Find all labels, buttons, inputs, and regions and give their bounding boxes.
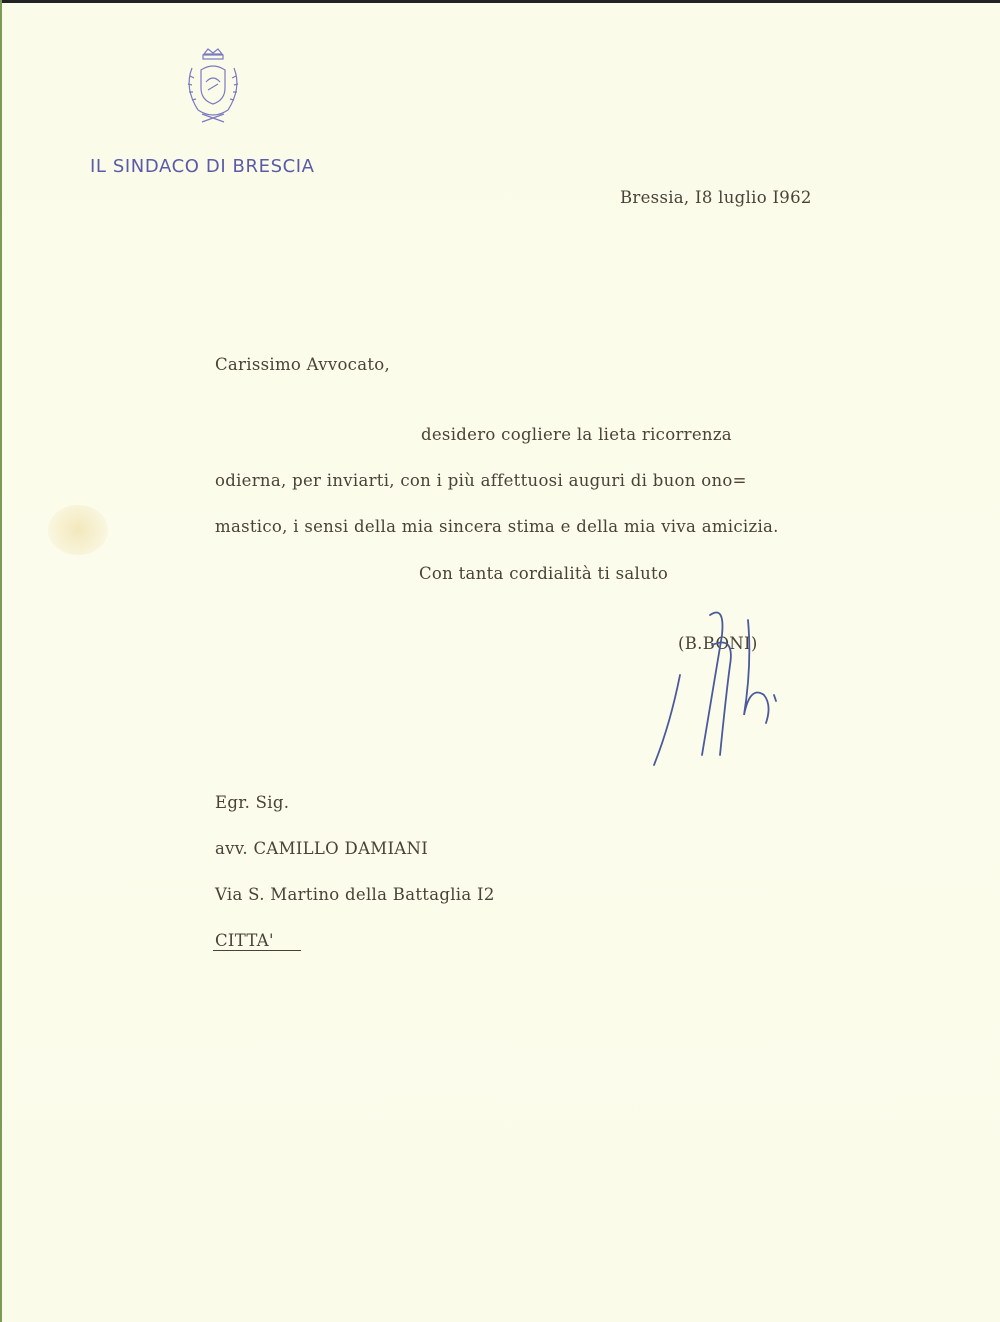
scan-border-top	[0, 0, 1000, 3]
paper-stain	[48, 505, 108, 555]
handwritten-signature	[640, 605, 790, 775]
typed-signature-name: (B.BONI)	[678, 634, 758, 653]
coat-of-arms-icon	[180, 48, 246, 132]
recipient-name: avv. CAMILLO DAMIANI	[215, 839, 429, 858]
scan-border-left	[0, 0, 2, 1322]
city-underline	[213, 950, 301, 951]
body-line: mastico, i sensi della mia sincera stima e della mia viva amicizia.	[215, 517, 779, 536]
salutation: Carissimo Avvocato,	[215, 355, 391, 374]
date-line: Bressia, I8 luglio I962	[620, 188, 812, 207]
recipient-city: CITTA'	[215, 931, 274, 950]
recipient-title: Egr. Sig.	[215, 793, 290, 812]
letterhead-title: IL SINDACO DI BRESCIA	[90, 156, 315, 177]
body-line: desidero cogliere la lieta ricorrenza	[421, 425, 732, 444]
closing-line: Con tanta cordialità ti saluto	[419, 564, 669, 583]
recipient-address: Via S. Martino della Battaglia I2	[215, 885, 495, 904]
body-line: odierna, per inviarti, con i più affettuosi auguri di buon ono=	[215, 471, 747, 490]
